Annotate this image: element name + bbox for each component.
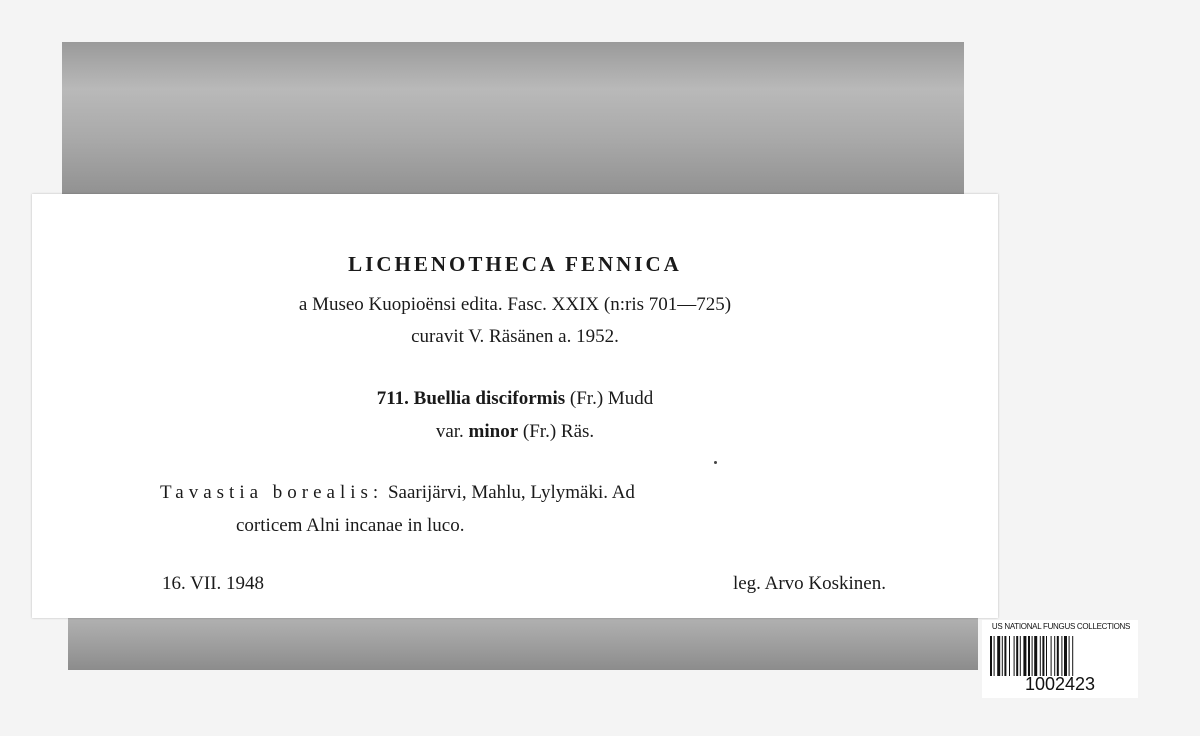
- series-title: LICHENOTHECA FENNICA: [348, 252, 682, 276]
- specimen-packet-top: [62, 42, 964, 200]
- barcode-tag: [982, 620, 1138, 698]
- specimen-packet-bottom: [68, 612, 978, 670]
- collection-date: 16. VII. 1948: [162, 573, 265, 594]
- locality-region: Tavastia borealis:: [160, 482, 384, 503]
- catalog-number: 1002423: [1024, 674, 1096, 694]
- variety-prefix: var.: [435, 421, 464, 442]
- specimen-name-line: [32, 388, 998, 410]
- ink-speck: [714, 461, 717, 464]
- variety-name: minor: [468, 421, 519, 442]
- specimen-number: 711.: [376, 388, 409, 409]
- specimen-binomial: Buellia disciformis: [413, 388, 566, 409]
- barcode-icon: [990, 636, 1130, 676]
- specimen-author: (Fr.) Mudd: [569, 388, 654, 409]
- locality-place: Saarijärvi, Mahlu, Lylymäki. Ad: [387, 482, 635, 503]
- locality-line-1: [160, 482, 635, 504]
- locality-habitat: corticem Alni incanae in luco.: [236, 515, 465, 536]
- variety-line: [32, 421, 998, 443]
- variety-author: (Fr.) Räs.: [522, 421, 595, 442]
- collector: leg. Arvo Koskinen.: [732, 573, 886, 594]
- herbarium-label: [32, 194, 998, 618]
- barcode-tag-title: US NATIONAL FUNGUS COLLECTIONS: [991, 622, 1131, 631]
- publication-line-2: curavit V. Räsänen a. 1952.: [411, 326, 619, 347]
- publication-line-1: a Museo Kuopioënsi edita. Fasc. XXIX (n:ris 701—725): [298, 294, 732, 315]
